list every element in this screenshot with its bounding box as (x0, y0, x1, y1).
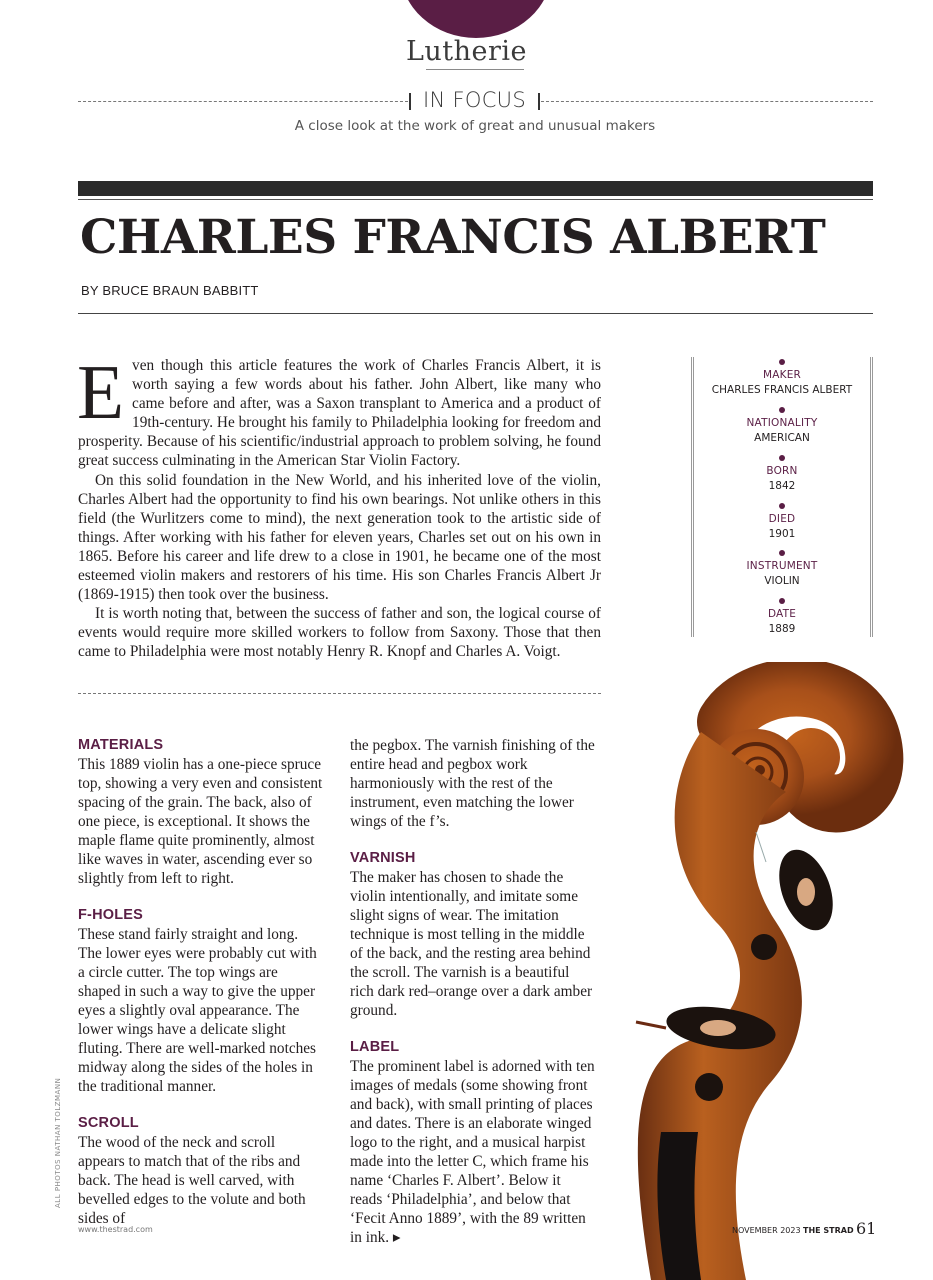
scroll-heading: SCROLL (78, 1115, 139, 1131)
fact-nationality (694, 407, 870, 447)
violin-scroll-photo (606, 662, 933, 1280)
section-circle-decoration (400, 0, 552, 38)
footer-magazine: THE STRAD (803, 1226, 854, 1235)
focus-title: IN FOCUS (423, 88, 526, 112)
fact-value: 1842 (768, 480, 796, 492)
bullet-dot (779, 455, 785, 461)
materials-heading: MATERIALS (78, 737, 164, 753)
drop-cap: E (77, 349, 125, 435)
section-underline (426, 69, 524, 70)
intro-paragraph-2: On this solid foundation in the New World, and his inherited love of the violin, Charles Albert had the opportunity to find his own bearings. Not unlike others in this field (the Wurlitzers come to mind), the next generation took to the artistic side of things. After working with his father for eleven years, Charles set out on his own in 1865. Before his career and life drew to a close in 1901, he became one of the most esteemed violin makers and restorers of his time. His son Charles Francis Albert Jr (1869-1915) then took over the business. (78, 471, 601, 604)
fact-label: NATIONALITY (746, 417, 818, 429)
fact-date (694, 598, 870, 638)
focus-divider-left (78, 101, 408, 102)
fact-value: CHARLES FRANCIS ALBERT (711, 384, 853, 396)
title-bar (78, 181, 873, 196)
photo-credit: ALL PHOTOS NATHAN TOLZMANN (54, 1077, 62, 1208)
body-column-right (350, 736, 596, 1265)
label-heading: LABEL (350, 1039, 400, 1055)
section-name: Lutherie (405, 36, 528, 67)
intro-divider (78, 693, 601, 694)
intro-paragraph-1-text: ven though this article features the work of Charles Francis Albert, it is worth saying a few words about his father. John Albert, like many who came before and after, was a Saxon transplant to America and a product of 19th-century. He brought his family to Philadelphia looking for freedom and prosperity. Because of his scientific/industrial approach to problem solving, he found great success culminating in the American Star Violin Factory. (78, 357, 601, 470)
fact-label: DIED (768, 513, 796, 525)
fact-value: AMERICAN (754, 432, 810, 444)
materials-text: This 1889 violin has a one-piece spruce top, showing a very even and consistent spacing of the grain. The back, also of one piece, is exceptional. It shows the maple flame quite prominently, almost like waves in water, ascending ever so slightly from left to right. (78, 756, 323, 887)
varnish-text: The maker has chosen to shade the violin intentionally, and imitate some slight signs of wear. The imitation technique is most telling in the middle of the back, and the resting area behind the scroll. The varnish is a beautiful rich dark red–orange over a dark amber ground. (350, 869, 593, 1019)
bullet-dot (779, 598, 785, 604)
scroll-text: The wood of the neck and scroll appears to match that of the ribs and back. The head is well carved, with bevelled edges to the volute and both sides of (78, 1134, 306, 1227)
fact-born (694, 455, 870, 495)
fact-label: INSTRUMENT (746, 560, 818, 572)
fact-label: DATE (767, 608, 797, 620)
intro-paragraph-3: It is worth noting that, between the success of father and son, the logical course of events would require more skilled workers to follow from Saxony. Those that then came to Philadelphia were most notably Henry R. Knopf and Charles A. Voigt. (78, 605, 601, 661)
bullet-dot (779, 503, 785, 509)
intro-text (77, 349, 601, 662)
fact-label: BORN (766, 465, 798, 477)
fact-value: 1901 (768, 528, 796, 540)
fact-maker (694, 359, 870, 399)
fact-value: VIOLIN (764, 575, 800, 587)
scroll-text-continued: the pegbox. The varnish finishing of the entire head and pegbox work harmoniously with the rest of the instrument, even matching the lower wings of the f’s. (350, 737, 595, 830)
footer-date: NOVEMBER 2023 (732, 1226, 801, 1235)
fact-value: 1889 (768, 623, 796, 635)
label-text: The prominent label is adorned with ten images of medals (some showing front and back), with small printing of places and dates. There is an elaborate winged logo to the right, and a musical harpist made into the letter C, which frame his name ‘Charles F. Albert’. Below it reads ‘Philadelphia’, and below that ‘Fecit Anno 1889’, with the 89 written in ink. ▸ (350, 1058, 595, 1246)
byline: BY BRUCE BRAUN BABBITT (81, 283, 259, 298)
fact-died (694, 503, 870, 543)
fact-instrument (694, 550, 870, 590)
bullet-dot (779, 407, 785, 413)
article-title: CHARLES FRANCIS ALBERT (80, 210, 826, 265)
focus-subtitle: A close look at the work of great and unusual makers (294, 118, 656, 134)
focus-divider-right (541, 101, 873, 102)
title-rule (78, 199, 873, 200)
bullet-dot (779, 550, 785, 556)
fholes-text: These stand fairly straight and long. The lower eyes were probably cut with a circle cutter. The top wings are shaped in such a way to give the upper eyes a slightly oval appearance. The lower wings have a delicate slight fluting. There are well-marked notches midway along the sides of the holes in the traditional manner. (78, 926, 317, 1095)
focus-tick-right (538, 93, 540, 110)
varnish-heading: VARNISH (350, 850, 416, 866)
bullet-dot (779, 359, 785, 365)
byline-rule (78, 313, 873, 314)
footer-url[interactable]: www.thestrad.com (78, 1225, 153, 1234)
body-column-left (78, 736, 324, 1246)
page-number: 61 (856, 1219, 877, 1238)
fact-box (691, 357, 873, 637)
fact-label: MAKER (762, 369, 802, 381)
fholes-heading: F-HOLES (78, 907, 144, 923)
intro-paragraph-1 (77, 349, 601, 471)
